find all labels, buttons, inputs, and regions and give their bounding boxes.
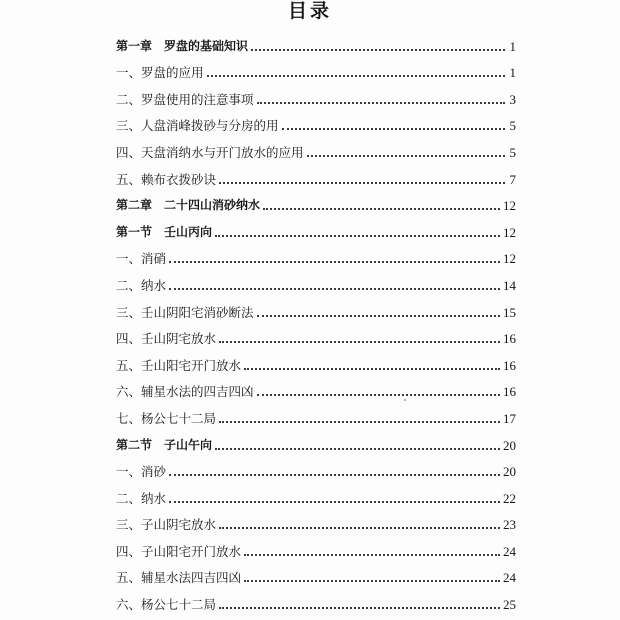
toc-heading-entry: [116, 27, 516, 54]
toc-heading-entry: [116, 187, 516, 214]
dot-leader: [244, 554, 500, 556]
dot-leader: [307, 155, 505, 157]
toc-page-number: 5: [509, 118, 516, 134]
toc-page-number: 1: [509, 65, 516, 81]
toc-entry-label: 四、壬山阴宅放水: [116, 331, 217, 347]
toc-entry-label: 六、辅星水法的四吉四凶: [116, 384, 254, 400]
toc-entry-label: 第一章 罗盘的基础知识: [116, 38, 249, 53]
toc-page-number: 24: [503, 570, 516, 586]
dot-leader: [263, 208, 500, 210]
toc-entry: [116, 532, 516, 559]
dot-leader: [257, 394, 500, 396]
dot-leader: [169, 474, 500, 476]
toc-entry: [116, 559, 516, 586]
toc-page-number: 25: [503, 597, 516, 613]
toc-entry: [116, 399, 516, 426]
toc-page-number: 22: [503, 490, 516, 506]
toc-page-number: 14: [503, 277, 516, 293]
toc-entry-label: 一、消硝: [116, 251, 167, 267]
toc-entry: [116, 320, 516, 347]
toc-page-number: 16: [503, 331, 516, 347]
toc-entry: [116, 585, 516, 612]
dot-leader: [251, 49, 505, 51]
toc-entry-label: 第一节 壬山丙向: [116, 224, 213, 239]
dot-leader: [257, 102, 505, 104]
toc-page-number: 1: [509, 38, 516, 54]
toc-page-number: 5: [509, 144, 516, 160]
toc-entry-label: 三、子山阴宅放水: [116, 517, 217, 533]
toc-page-number: 24: [503, 543, 516, 559]
toc-entry: [116, 479, 516, 506]
scan-speck: [404, 399, 406, 401]
toc-page-number: 12: [503, 224, 516, 240]
toc-entry-label: 七、杨公七十二局: [116, 410, 217, 426]
toc-entry-label: 一、消砂: [116, 464, 167, 480]
toc-entry: [116, 453, 516, 480]
toc-entry-label: 二、纳水: [116, 277, 167, 293]
toc-page-number: 15: [503, 304, 516, 320]
toc-page-number: 3: [509, 91, 516, 107]
toc-entry-label: 四、天盘消纳水与开门放水的应用: [116, 144, 304, 160]
dot-leader: [244, 580, 500, 582]
toc-entry: [116, 160, 516, 187]
toc-page-number: 16: [503, 357, 516, 373]
toc-entry: [116, 266, 516, 293]
toc-page-number: 20: [503, 437, 516, 453]
dot-leader: [282, 128, 505, 130]
toc-heading-entry: [116, 426, 516, 453]
toc-page-number: 20: [503, 464, 516, 480]
toc-entry-label: 第二节 子山午向: [116, 437, 213, 452]
page-title: 目录: [287, 0, 332, 22]
toc-entry-label: 三、壬山阴阳宅消砂断法: [116, 304, 254, 320]
dot-leader: [219, 421, 500, 423]
toc-page-number: 12: [503, 198, 516, 214]
toc-list: [116, 27, 516, 612]
dot-leader: [219, 607, 500, 609]
toc-page-number: 12: [503, 251, 516, 267]
toc-entry-label: 四、子山阳宅开门放水: [116, 543, 242, 559]
toc-entry-label: 三、人盘消峰拨砂与分房的用: [116, 118, 279, 134]
toc-entry-label: 二、纳水: [116, 490, 167, 506]
toc-entry-label: 五、壬山阳宅开门放水: [116, 357, 242, 373]
toc-entry-label: 五、辅星水法四吉四凶: [116, 570, 242, 586]
toc-entry: [116, 506, 516, 533]
toc-entry: [116, 54, 516, 81]
dot-leader: [169, 288, 500, 290]
dot-leader: [219, 527, 500, 529]
toc-entry-label: 一、罗盘的应用: [116, 65, 204, 81]
dot-leader: [215, 235, 500, 237]
toc-page-number: 16: [503, 384, 516, 400]
toc-page-number: 7: [509, 171, 516, 187]
dot-leader: [244, 368, 500, 370]
dot-leader: [207, 75, 505, 77]
toc-entry: [116, 346, 516, 373]
toc-page-number: 17: [503, 410, 516, 426]
toc-heading-entry: [116, 213, 516, 240]
dot-leader: [169, 501, 500, 503]
toc-entry-label: 第二章 二十四山消砂纳水: [116, 198, 261, 213]
dot-leader: [257, 315, 500, 317]
toc-entry-label: 六、杨公七十二局: [116, 597, 217, 613]
toc-page-number: 23: [503, 517, 516, 533]
dot-leader: [215, 448, 500, 450]
dot-leader: [219, 341, 500, 343]
toc-entry: [116, 107, 516, 134]
toc-entry: [116, 293, 516, 320]
toc-entry-label: 五、赖布衣拨砂诀: [116, 171, 217, 187]
toc-entry: [116, 373, 516, 400]
toc-entry: [116, 80, 516, 107]
dot-leader: [169, 261, 500, 263]
dot-leader: [219, 182, 505, 184]
toc-entry: [116, 133, 516, 160]
toc-entry-label: 二、罗盘使用的注意事项: [116, 91, 254, 107]
toc-entry: [116, 240, 516, 267]
